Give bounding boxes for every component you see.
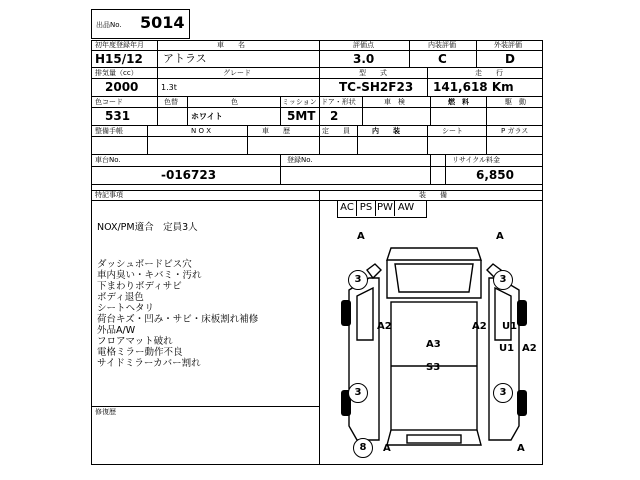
note-item: 電格ミラー動作不良 (97, 347, 183, 358)
door-value: 2 (330, 109, 339, 123)
glass-rating: 8 (353, 438, 373, 458)
color-value: ホワイト (191, 112, 223, 121)
mission-value: 5MT (287, 109, 316, 123)
mark-side-right-a2: A2 (522, 343, 537, 354)
interior-label: 内 装 (372, 127, 400, 135)
registration-value: H15/12 (95, 52, 143, 66)
option-ps: PS (356, 200, 375, 216)
exterior-grade-value: D (505, 52, 515, 66)
lot-number: 5014 (140, 13, 185, 32)
remarks-notes-list (97, 259, 258, 369)
interior-grade-label: 内装評価 (428, 41, 456, 49)
maintenance-book-label: 整備手帳 (95, 127, 123, 135)
mileage-value: 141,618 Km (433, 80, 514, 94)
grade-label: グレード (223, 69, 251, 77)
option-ac: AC (340, 202, 354, 213)
registration-number-label: 登録No. (287, 156, 313, 164)
lot-number-box (91, 9, 190, 39)
note-item: フロアマット破れ (97, 336, 173, 347)
auction-sheet (91, 13, 543, 465)
history-label: 車 歴 (262, 127, 290, 135)
mark-bed-top: A3 (426, 339, 441, 350)
mark-rear-left: A (383, 443, 391, 454)
option-pw: PW (375, 200, 394, 216)
remarks-label: 特記事項 (95, 191, 123, 199)
equipment-label: 装 備 (419, 191, 447, 199)
registration-label: 初年度登録年月 (95, 41, 144, 49)
tire-rear-right-rating: 3 (493, 383, 513, 403)
color-code-value: 531 (105, 109, 131, 123)
color-label: 色 (231, 98, 238, 106)
color-code-label: 色コード (95, 98, 123, 106)
recycle-fee-value: 6,850 (476, 168, 514, 182)
displacement-label: 排気量（cc） (95, 69, 138, 77)
interior-grade-value: C (438, 52, 447, 66)
mark-front-left: A (357, 231, 365, 242)
car-name-value: アトラス (163, 52, 207, 65)
tire-front-right-rating: 3 (493, 270, 513, 290)
grade-value: 1.3t (161, 83, 177, 92)
note-item: 車内臭い・キバミ・汚れ (97, 270, 202, 281)
note-item: 外品A/W (97, 325, 136, 336)
car-name-label: 車 名 (217, 41, 245, 49)
option-aw: AW (394, 200, 417, 216)
note-item: シートヘタリ (97, 303, 155, 314)
nox-label: N O X (191, 127, 211, 135)
model-value: TC-SH2F23 (339, 80, 414, 94)
door-shape-label: ドア・形状 (321, 98, 356, 106)
mission-label: ミッション (282, 98, 317, 106)
tire-front-left-rating: 3 (348, 270, 368, 290)
recycle-fee-label: リサイクル料金 (452, 156, 501, 164)
mark-mirror-right: U1 (502, 321, 518, 332)
mark-rear-right: A (517, 443, 525, 454)
note-item: サイドミラーカバー割れ (97, 358, 201, 369)
model-label: 型 式 (359, 69, 387, 77)
capacity-label: 定 員 (322, 127, 350, 135)
mark-door-right: A2 (472, 321, 487, 332)
exterior-grade-label: 外装評価 (494, 41, 522, 49)
mark-door-left: A2 (377, 321, 392, 332)
lot-label: 出品No. (96, 21, 122, 29)
tire-rear-left-rating: 3 (348, 383, 368, 403)
mileage-label: 走 行 (475, 69, 503, 77)
note-item: 荷台キズ・凹み・サビ・床板割れ補修 (97, 314, 259, 325)
p-glass-label: P ガラス (501, 127, 529, 135)
seat-label: シート (442, 127, 463, 135)
displacement-value: 2000 (105, 80, 139, 94)
mark-front-right: A (496, 231, 504, 242)
score-value: 3.0 (353, 52, 375, 66)
note-item: NOX/PM適合 定員3人 (97, 222, 198, 233)
mark-bed-mid: S3 (426, 362, 441, 373)
inspection-label: 車 検 (384, 98, 405, 106)
fuel-label: 燃 料 (448, 98, 469, 106)
score-label: 評価点 (353, 41, 374, 49)
repair-history-label: 修復歴 (95, 408, 116, 416)
drive-label: 駆 動 (505, 98, 526, 106)
chassis-value: -016723 (161, 168, 217, 182)
remarks-notes (97, 222, 198, 233)
note-item: ボディ退色 (97, 292, 144, 303)
chassis-label: 車台No. (95, 156, 121, 164)
mark-side-right-u1: U1 (499, 343, 515, 354)
note-item: ダッシュボードビス穴 (97, 259, 192, 270)
note-item: 下まわりボディサビ (97, 281, 182, 292)
color-change-label: 色替 (164, 98, 178, 106)
